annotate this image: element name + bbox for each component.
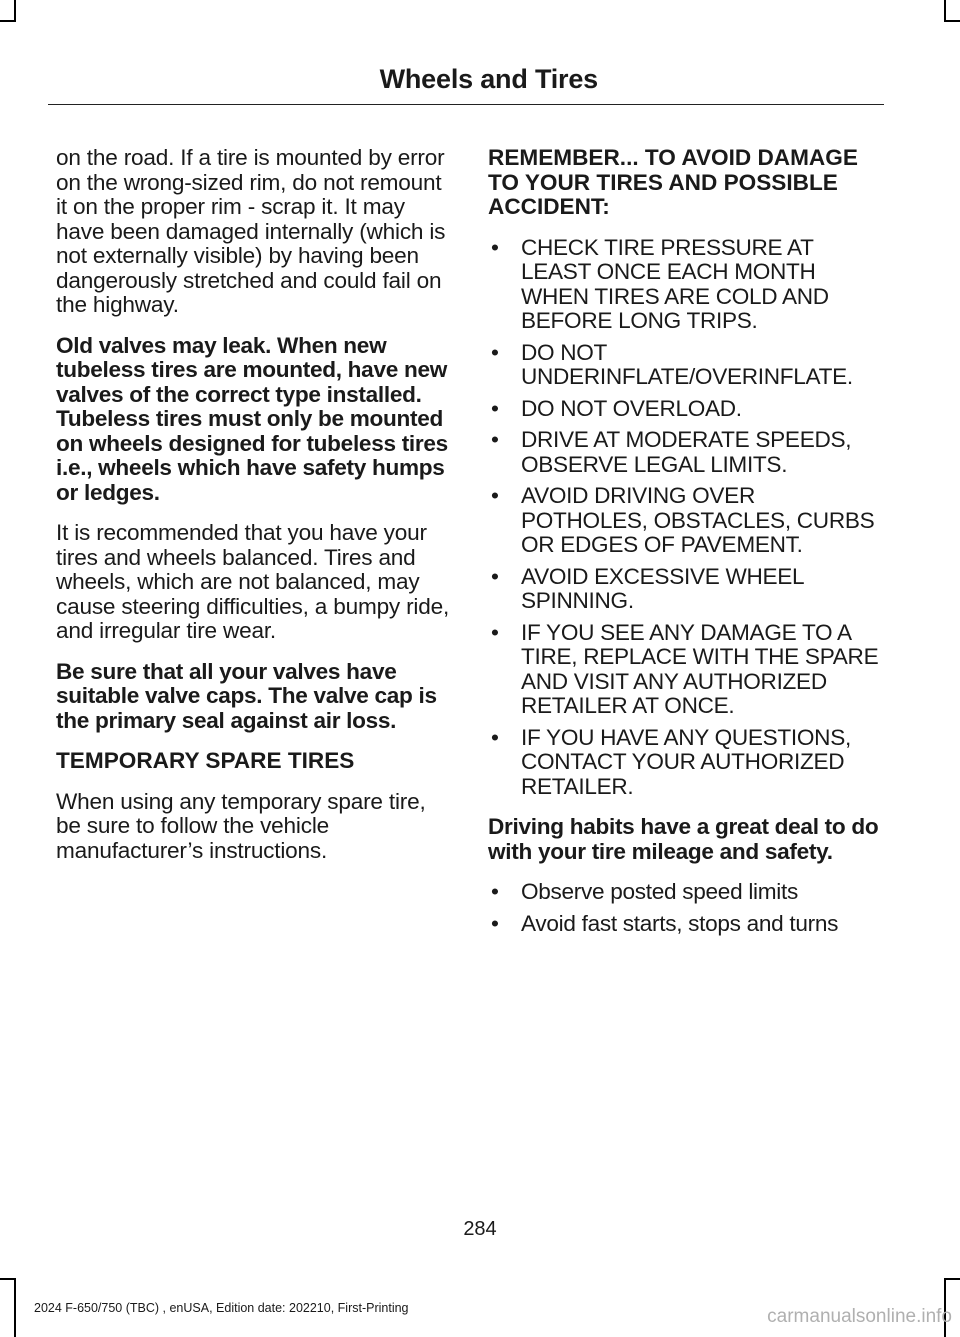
crop-mark <box>944 0 946 22</box>
list-item <box>488 565 882 614</box>
paragraph-balancing: It is recommended that you have your tires and wheels balanced. Tires and wheels, which are not balanced, may cause steering difficulties, a bumpy ride, and irregular tire wear. <box>56 520 450 643</box>
list-item-text: AVOID DRIVING OVER POTHOLES, OBSTACLES, CURBS OR EDGES OF PAVEMENT. <box>521 483 875 557</box>
list-item-text: DO NOT UNDERINFLATE/OVERINFLATE. <box>521 339 853 389</box>
section-heading-temporary-spare: TEMPORARY SPARE TIRES <box>56 748 355 773</box>
list-item <box>488 621 882 719</box>
edition-footer: 2024 F-650/750 (TBC) , enUSA, Edition date: 202210, First-Printing <box>34 1301 409 1315</box>
paragraph-valve-caps: Be sure that all your valves have suitable valve caps. The valve cap is the primary seal against air loss. <box>56 658 437 733</box>
bullet: • <box>491 427 499 452</box>
paragraph-wrong-rim: on the road. If a tire is mounted by error on the wrong-sized rim, do not remount it on the proper rim - scrap it. It may have been damaged internally (which is not externally visible) by having been dangerously stretched and could fail on the highway. <box>56 145 446 317</box>
crop-mark <box>944 1278 960 1280</box>
list-item <box>488 341 882 390</box>
list-item <box>488 912 882 937</box>
remember-list <box>488 236 882 800</box>
list-item-text: DO NOT OVERLOAD. <box>521 395 742 421</box>
crop-mark <box>0 20 16 22</box>
watermark: carmanualsonline.info <box>767 1306 952 1327</box>
list-item <box>488 397 882 422</box>
section-heading-remember: REMEMBER... TO AVOID DAMAGE TO YOUR TIRES AND POSSIBLE ACCIDENT: <box>488 145 858 219</box>
crop-mark <box>0 1278 16 1280</box>
list-item <box>488 428 882 477</box>
left-column <box>56 146 450 879</box>
bullet: • <box>491 234 499 260</box>
page-title: Wheels and Tires <box>379 64 598 94</box>
bullet: • <box>491 395 499 421</box>
list-item <box>488 880 882 905</box>
bullet: • <box>491 724 499 750</box>
list-item-text: IF YOU HAVE ANY QUESTIONS, CONTACT YOUR AUTHORIZED RETAILER. <box>521 724 851 799</box>
bullet: • <box>491 879 499 904</box>
crop-mark <box>14 1278 16 1337</box>
bullet: • <box>491 619 499 645</box>
list-item <box>488 726 882 800</box>
crop-mark <box>944 20 960 22</box>
list-item-text: Avoid fast starts, stops and turns <box>521 910 839 936</box>
list-item-text: AVOID EXCESSIVE WHEEL SPINNING. <box>521 563 804 613</box>
bullet: • <box>491 483 499 508</box>
list-item <box>488 236 882 334</box>
paragraph-driving-habits: Driving habits have a great deal to do with your tire mileage and safety. <box>488 814 879 864</box>
list-item-text: Observe posted speed limits <box>521 879 798 904</box>
paragraph-temporary-spare: When using any temporary spare tire, be sure to follow the vehicle manufacturer’s instructions. <box>56 788 426 863</box>
paragraph-old-valves: Old valves may leak. When new tubeless tires are mounted, have new valves of the correct type installed. Tubeless tires must only be mounted on wheels designed for tubeless tires i.e., wheels which have safety humps or ledges. <box>56 332 448 505</box>
list-item-text: IF YOU SEE ANY DAMAGE TO A TIRE, REPLACE WITH THE SPARE AND VISIT ANY AUTHORIZED RETAILER AT ONCE. <box>521 619 879 718</box>
page-number: 284 <box>463 1218 497 1240</box>
bullet: • <box>491 339 499 365</box>
right-column <box>488 146 882 952</box>
bullet: • <box>491 563 499 589</box>
bullet: • <box>491 910 499 936</box>
crop-mark <box>14 0 16 22</box>
page-header <box>48 60 884 105</box>
list-item-text: DRIVE AT MODERATE SPEEDS, OBSERVE LEGAL LIMITS. <box>521 427 852 477</box>
list-item-text: CHECK TIRE PRESSURE AT LEAST ONCE EACH MONTH WHEN TIRES ARE COLD AND BEFORE LONG TRIPS. <box>521 234 829 333</box>
driving-list <box>488 880 882 936</box>
list-item <box>488 484 882 558</box>
